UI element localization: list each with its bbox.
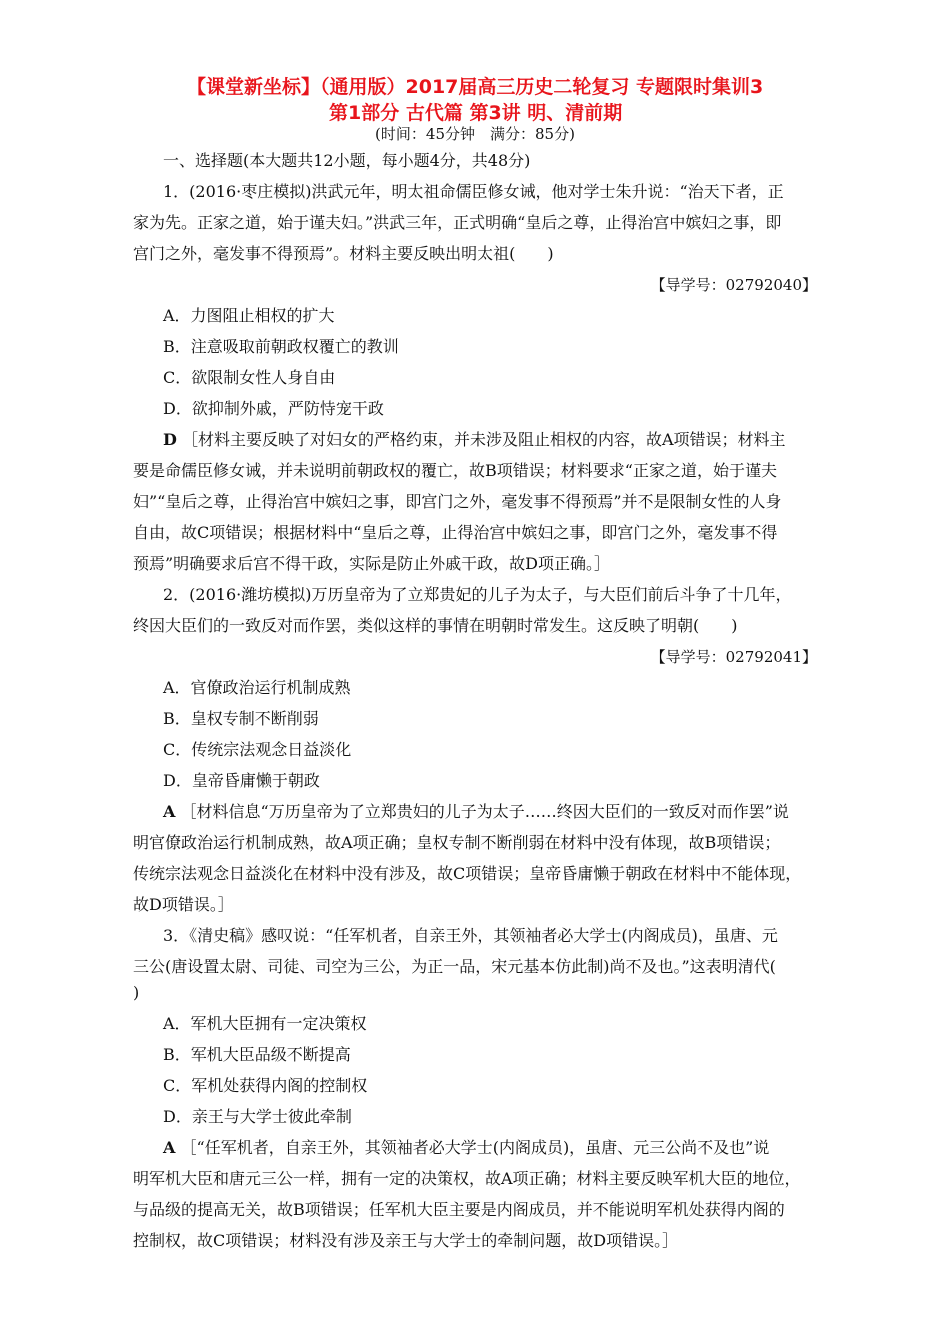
q3-stem-line: 3．《清史稿》感叹说：“任军机者，自亲王外，其领袖者必大学士(内阁成员)，虽唐、元 [163,926,778,945]
q1-explanation-line: 要是命儒臣修女诫，并未说明前朝政权的覆亡，故B项错误；材料要求“正家之道，始于谨夫 [133,461,777,480]
exam-time-score: (时间：45分钟 满分：85分) [375,125,575,143]
document-title-line1: 【课堂新坐标】（通用版）2017届高三历史二轮复习 专题限时集训3 [187,76,764,98]
q2-explanation-line: 故D项错误。］ [133,895,234,914]
q2-explanation-line [163,801,789,823]
q2-explanation-text: ［材料信息“万历皇帝为了立郑贵妇的儿子为太子……终因大臣们的一致反对而作罢”说 [180,802,789,821]
q1-stem-line: 1．(2016·枣庄模拟)洪武元年，明太祖命儒臣修女诫，他对学士朱升说：“治天下者，正 [163,182,784,201]
q3-option-b: B．军机大臣品级不断提高 [163,1045,351,1064]
section-heading: 一、选择题(本大题共12小题，每小题4分，共48分) [163,151,531,170]
q3-stem-line: 三公(唐设置太尉、司徒、司空为三公，为正一品，宋元基本仿此制)尚不及也。”这表明清代( [133,957,776,976]
q1-guide-number: 【导学号：02792040】 [650,276,817,294]
q2-guide-number: 【导学号：02792041】 [650,648,817,666]
q1-stem-line: 宫门之外，毫发事不得预焉”。材料主要反映出明太祖( ) [133,244,554,263]
q2-stem-line: 2．(2016·潍坊模拟)万历皇帝为了立郑贵妃的儿子为太子，与大臣们前后斗争了十几年， [163,585,792,604]
q3-option-d: D．亲王与大学士彼此牵制 [163,1107,352,1126]
q2-explanation-line: 明官僚政治运行机制成熟，故A项正确；皇权专制不断削弱在材料中没有体现，故B项错误； [133,833,781,852]
q2-option-a: A．官僚政治运行机制成熟 [163,678,351,697]
q1-stem-line: 家为先。正家之道，始于谨夫妇。”洪武三年，正式明确“皇后之尊，止得治宫中嫔妇之事，即 [133,213,782,232]
q3-option-c: C．军机处获得内阁的控制权 [163,1076,368,1095]
q2-option-d: D．皇帝昏庸懒于朝政 [163,771,320,790]
q2-option-c: C．传统宗法观念日益淡化 [163,740,352,759]
q2-stem-line: 终因大臣们的一致反对而作罢，类似这样的事情在明朝时常发生。这反映了明朝( ) [133,616,738,635]
q1-explanation-line: 妇”“皇后之尊，止得治宫中嫔妇之事，即宫门之外，毫发事不得预焉”并不是限制女性的人身 [133,492,782,511]
q1-option-b: B．注意吸取前朝政权覆亡的教训 [163,337,399,356]
q1-answer: D [163,430,177,449]
q2-explanation-line: 传统宗法观念日益淡化在材料中没有涉及，故C项错误；皇帝昏庸懒于朝政在材料中不能体现， [133,864,802,883]
q3-explanation-line: 控制权，故C项错误；材料没有涉及亲王与大学士的牵制问题，故D项错误。］ [133,1231,679,1250]
q3-explanation-line: 明军机大臣和唐元三公一样，拥有一定的决策权，故A项正确；材料主要反映军机大臣的地位， [133,1169,801,1188]
q3-stem-line: ) [133,983,140,1002]
q1-option-d: D．欲抑制外戚，严防恃宠干政 [163,399,384,418]
q1-explanation-text: ［材料主要反映了对妇女的严格约束，并未涉及阻止相权的内容，故A项错误；材料主 [181,430,786,449]
q1-explanation-line [163,429,786,451]
q3-explanation-line: 与品级的提高无关，故B项错误；任军机大臣主要是内阁成员，并不能说明军机处获得内阁的 [133,1200,785,1219]
q3-explanation-text: ［“任军机者，自亲王外，其领袖者必大学士(内阁成员)，虽唐、元三公尚不及也”说 [180,1138,770,1157]
q1-explanation-line: 预焉”明确要求后宫不得干政，实际是防止外戚干政，故D项正确。］ [133,554,611,573]
document-title-line2: 第1部分 古代篇 第3讲 明、清前期 [329,102,623,124]
q2-answer: A [163,802,176,821]
q1-explanation-line: 自由，故C项错误；根据材料中“皇后之尊，止得治宫中嫔妇之事，即宫门之外，毫发事不得 [133,523,778,542]
q3-answer: A [163,1138,176,1157]
q3-option-a: A．军机大臣拥有一定决策权 [163,1014,367,1033]
q1-option-a: A．力图阻止相权的扩大 [163,306,335,325]
q3-explanation-line [163,1137,769,1159]
q2-option-b: B．皇权专制不断削弱 [163,709,319,728]
q1-option-c: C．欲限制女性人身自由 [163,368,336,387]
